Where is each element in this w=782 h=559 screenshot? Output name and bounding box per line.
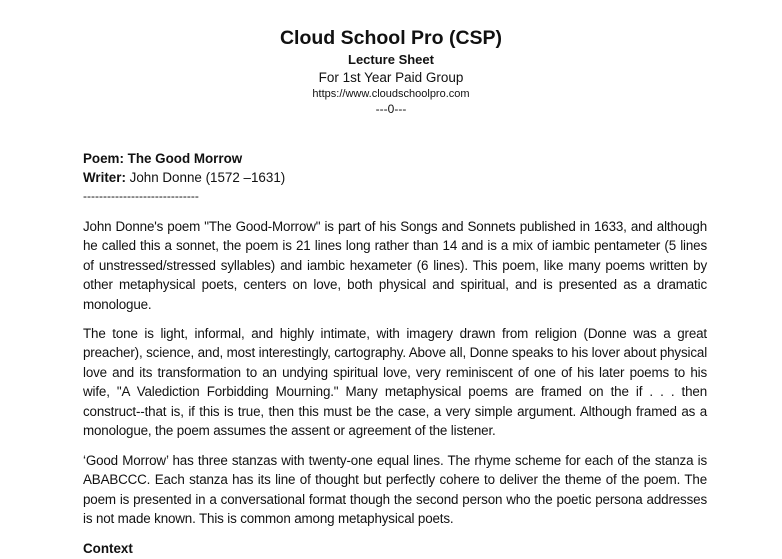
writer-label: Writer: — [83, 170, 126, 185]
website-url: https://www.cloudschoolpro.com — [312, 88, 470, 100]
dashed-rule: ----------------------------- — [83, 189, 199, 203]
paragraph-tone: The tone is light, informal, and highly intimate, with imagery drawn from religion (Donne was a great preacher), science, and, most interestingly, cartography. Above all, Donne speaks to his lover about physical love and its transformation to an undying spiritual love, very reminiscent of one of his later poems to his wife, "A Valediction Forbidding Mourning." Many metaphysical poems are framed on the if . . . then construct--that is, if this is true, then this must be the case, a very simple argument. Although framed as a monologue, the poem assumes the assent or agreement of the listener. — [83, 326, 708, 439]
writer-line — [83, 168, 707, 187]
writer-value: John Donne (1572 –1631) — [125, 170, 286, 185]
document-subtitle: Lecture Sheet — [348, 52, 434, 67]
paragraph-intro: John Donne's poem "The Good-Morrow" is part of his Songs and Sonnets published in 1633, and although he called this a sonnet, the poem is 21 lines long rather than 14 and is a mix of iambic pentameter (5 lines of unstressed/stressed syllables) and iambic hexameter (6 lines). This poem, like many poems written by other metaphysical poets, centers on love, both physical and spiritual, and is presented as a dramatic monologue. — [83, 219, 707, 312]
audience-group: For 1st Year Paid Group — [318, 70, 464, 85]
paragraph-structure: ‘Good Morrow’ has three stanzas with twenty-one equal lines. The rhyme scheme for each of the stanza is ABABCCC. Each stanza has its line of thought but perfectly cohere to deliver the theme of the poem. The poem is presented in a conversational format though the second person who the poetic persona addresses is not made known. This is common among metaphysical poets. — [83, 453, 707, 527]
document-title: Cloud School Pro (CSP) — [279, 27, 503, 49]
context-heading: Context — [83, 541, 133, 556]
header-separator: ---0--- — [375, 102, 407, 116]
poem-heading: Poem: The Good Morrow — [83, 151, 243, 166]
